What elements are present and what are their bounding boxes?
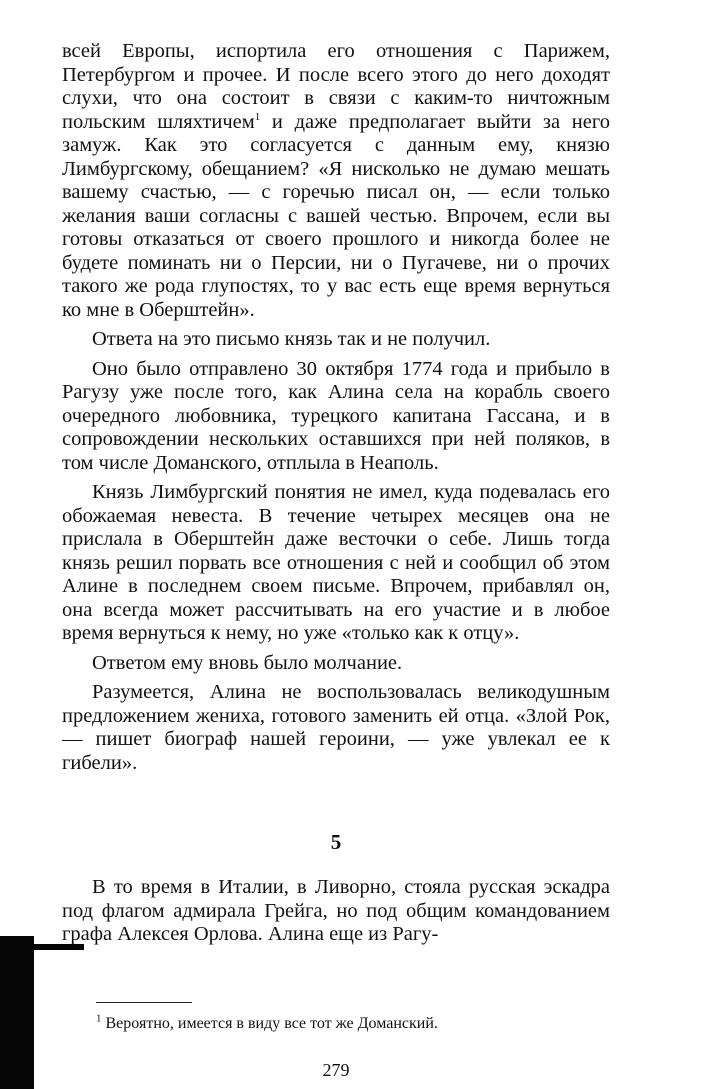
paragraph-6: Разумеется, Алина не воспользовалась великодушным предложением жениха, готового заменить ей отца. «Злой Рок, — пишет биограф нашей героини, — уже увлекал ее к гибели». <box>62 681 610 774</box>
paragraph-4: Князь Лимбургский понятия не имел, куда подевалась его обожаемая невеста. В течение четырех месяцев она не прислала в Оберштейн даже весточки о себе. Лишь тогда князь решил порвать все отношения с ней и сообщил об этом Алине в последнем своем письме. Впрочем, прибавлял он, она всегда может рассчитывать на его участие и в любое время вернуться к нему, но уже «только как к отцу». <box>62 481 610 644</box>
paragraph-2: Ответа на это письмо князь так и не получил. <box>92 328 491 350</box>
footnote-marker: 1 <box>96 1012 102 1025</box>
scan-shadow <box>0 936 34 1089</box>
footnote-divider <box>96 1002 192 1003</box>
chapter-paragraph-1: В то время в Италии, в Ливорно, стояла русская эскадра под флагом адмирала Грейга, но под общим командованием графа Алексея Орлова. Алина еще из Рагу- <box>62 876 610 945</box>
book-page <box>62 40 610 1080</box>
chapter-text <box>62 876 610 947</box>
paragraph-3: Оно было отправлено 30 октября 1774 года и прибыло в Рагузу уже после того, как Алина села на корабль своего очередного любовника, турецкого капитана Гассана, и в сопровождении нескольких оставшихся при ней поляков, в том числе Доманского, отплыла в Неаполь. <box>62 357 610 474</box>
paragraph-5: Ответом ему вновь было молчание. <box>92 651 403 674</box>
footnote-text: Вероятно, имеется в виду все тот же Доманский. <box>105 1015 438 1032</box>
page-number: 279 <box>322 1060 350 1080</box>
body-text <box>62 40 610 775</box>
chapter-number: 5 <box>330 830 342 854</box>
paragraph-1: всей Европы, испортила его отношения с Парижем, Петербургом и прочее. И после всего этого до него доходят слухи, что она состоит в связи с каким-то ничтожным польским шляхтичем$^1$ и даже предполагает выйти за него замуж. Как это согласуется с данным ему, князю Лимбургскому, обещанием? «Я нисколько не думаю мешать вашему счастью, — с горечью писал он, — если только желания ваши согласны с вашей честью. Впрочем, если вы готовы отказаться от своего прошлого и никогда более не будете поминать ни о Персии, ни о Пугачеве, ни о прочих такого же рода глупостях, то у вас есть еще время вернуться ко мне в Оберштейн». <box>62 40 610 321</box>
footnote-reference: 1 <box>254 110 261 123</box>
footnote <box>96 1014 616 1034</box>
